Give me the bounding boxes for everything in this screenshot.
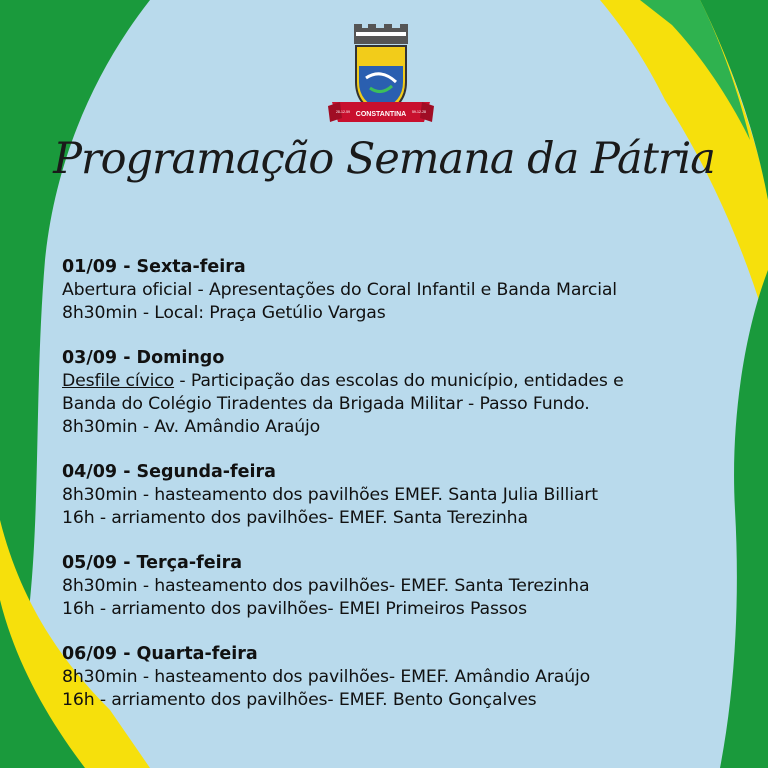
- event-line: 16h - arriamento dos pavilhões- EMEF. Bento Gonçalves: [62, 690, 537, 710]
- event-line: 8h30min - Av. Amândio Araújo: [62, 417, 321, 437]
- event-heading: 04/09 - Segunda-feira: [62, 462, 276, 482]
- schedule-list: [62, 256, 732, 734]
- event-line: Abertura oficial - Apresentações do Coral Infantil e Banda Marcial: [62, 280, 617, 300]
- svg-text:CONSTANTINA: CONSTANTINA: [355, 111, 407, 118]
- municipal-crest-icon: [326, 22, 436, 134]
- page-title: Programação Semana da Pátria: [53, 134, 715, 184]
- event-item: [62, 347, 732, 439]
- event-heading: 06/09 - Quarta-feira: [62, 644, 258, 664]
- event-line-rest: - Participação das escolas do município, entidades e: [174, 371, 624, 391]
- event-heading: 03/09 - Domingo: [62, 348, 225, 368]
- event-item: [62, 643, 732, 712]
- event-line: Banda do Colégio Tiradentes da Brigada Militar - Passo Fundo.: [62, 394, 590, 414]
- event-item: [62, 461, 732, 530]
- event-line: 8h30min - hasteamento dos pavilhões- EMEF. Santa Terezinha: [62, 576, 590, 596]
- event-line: [62, 370, 732, 393]
- event-line: 16h - arriamento dos pavilhões- EMEI Primeiros Passos: [62, 599, 527, 619]
- desfile-link: Desfile cívico: [62, 371, 175, 391]
- svg-text:59-12-28: 59-12-28: [411, 110, 427, 114]
- event-line: 16h - arriamento dos pavilhões- EMEF. Santa Terezinha: [62, 508, 528, 528]
- event-line: 8h30min - Local: Praça Getúlio Vargas: [62, 303, 386, 323]
- event-heading: 05/09 - Terça-feira: [62, 553, 243, 573]
- svg-text:28-12-59: 28-12-59: [335, 110, 351, 114]
- event-line: 8h30min - hasteamento dos pavilhões EMEF. Santa Julia Billiart: [62, 485, 598, 505]
- event-item: [62, 552, 732, 621]
- event-line: 8h30min - hasteamento dos pavilhões- EMEF. Amândio Araújo: [62, 667, 591, 687]
- event-item: [62, 256, 732, 325]
- event-heading: 01/09 - Sexta-feira: [62, 257, 246, 277]
